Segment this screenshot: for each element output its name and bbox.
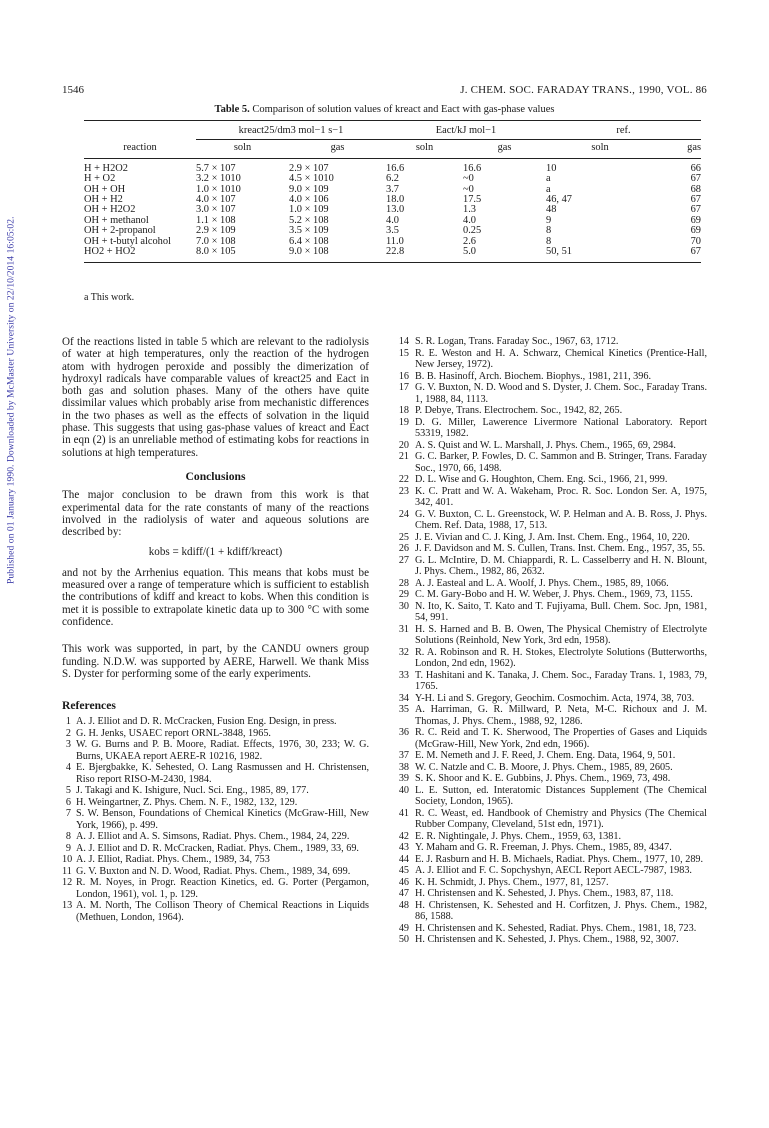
- reference-item: [62, 866, 369, 878]
- conclusions-paragraph: The major conclusion to be drawn from this work is that experimental data for the rate constants of many of the reactions involved in the radiolysis of water and aqueous solutions are described by:: [62, 489, 369, 539]
- reference-number: 44: [398, 853, 409, 865]
- reference-text: B. B. Hasinoff, Arch. Biochem. Biophys., 1981, 211, 396.: [415, 370, 652, 382]
- reference-text: A. J. Elliot and D. R. McCracken, Radiat. Phys. Chem., 1989, 33, 69.: [76, 842, 359, 854]
- reference-number: 1: [65, 716, 71, 728]
- download-watermark: Published on 01 January 1990. Downloaded by McMaster University on 22/10/2014 16:05:02.: [5, 216, 17, 584]
- reference-text: G. V. Buxton, N. D. Wood and S. Dyster, J. Chem. Soc., Faraday Trans. 1, 1988, 84, 1113.: [415, 382, 707, 405]
- table-col-header: gas: [687, 142, 701, 154]
- reference-text: A. J. Elliot and D. R. McCracken, Fusion Eng. Design, in press.: [76, 716, 337, 728]
- reference-number: 6: [65, 796, 71, 808]
- reference-item: [395, 555, 707, 578]
- table-cell: 67: [690, 194, 701, 206]
- reference-number: 5: [65, 785, 71, 797]
- reference-number: 28: [398, 577, 409, 589]
- reference-number: 18: [398, 405, 409, 416]
- table-row: [84, 158, 701, 174]
- reference-number: 29: [398, 589, 409, 600]
- reference-number: 9: [65, 842, 71, 854]
- table-cell: 13.0: [386, 204, 405, 216]
- reference-item: [62, 728, 369, 740]
- reference-item: [395, 624, 707, 647]
- reference-number: 8: [65, 831, 71, 843]
- reference-item: [395, 451, 707, 474]
- reference-item: [395, 773, 707, 785]
- reference-number: 35: [398, 704, 409, 715]
- table-col-header: reaction: [123, 142, 157, 154]
- table-caption-label: Table 5.: [214, 104, 250, 115]
- table-cell: 67: [690, 204, 701, 216]
- reference-text: K. H. Schmidt, J. Phys. Chem., 1977, 81, 1257.: [415, 876, 609, 888]
- table-cell: 4.0 × 106: [289, 194, 329, 206]
- table-cell: a: [546, 183, 551, 195]
- reference-item: [395, 578, 707, 590]
- table-cell: a: [546, 173, 551, 185]
- table-cell: OH + H2: [84, 194, 123, 206]
- table-cell: HO2 + HO2: [84, 246, 136, 258]
- reference-item: [395, 808, 707, 831]
- reference-number: 19: [398, 416, 409, 428]
- journal-header: J. CHEM. SOC. FARADAY TRANS., 1990, VOL. 86: [460, 84, 707, 96]
- table-group-header-ref: ref.: [546, 121, 701, 140]
- table-cell: 16.6: [386, 162, 405, 174]
- reference-number: 11: [62, 865, 72, 877]
- reference-item: [395, 348, 707, 371]
- reference-list-right: [395, 336, 707, 946]
- reference-number: 39: [398, 773, 409, 784]
- table-cell: 4.0: [463, 214, 476, 226]
- reference-text: H. Weingartner, Z. Phys. Chem. N. F., 1982, 132, 129.: [76, 796, 298, 808]
- reference-number: 4: [65, 762, 71, 774]
- reference-item: [395, 405, 707, 417]
- reference-number: 48: [398, 899, 409, 911]
- reference-item: [395, 900, 707, 923]
- reference-text: A. J. Elliot and F. C. Sopchyshyn, AECL Report AECL-7987, 1983.: [415, 865, 692, 876]
- left-column: [62, 336, 369, 923]
- reference-number: 40: [398, 784, 409, 796]
- table-cell: 1.0 × 109: [289, 204, 329, 216]
- reference-list-left: [62, 716, 369, 923]
- reference-number: 24: [398, 508, 409, 520]
- reference-number: 32: [398, 646, 409, 658]
- reference-item: [62, 797, 369, 809]
- table-caption-text: Comparison of solution values of kreact and Eact with gas-phase values: [252, 104, 555, 115]
- table-cell: 6.2: [386, 173, 399, 185]
- reference-number: 43: [398, 842, 409, 853]
- reference-text: H. Christensen and K. Sehested, J. Phys. Chem., 1983, 87, 118.: [415, 888, 674, 899]
- reference-text: W. G. Burns and P. B. Moore, Radiat. Effects, 1976, 30, 233; W. G. Burns, UKAEA report AERE-R 10216, 1982.: [76, 739, 369, 762]
- reference-number: 26: [398, 543, 409, 554]
- reference-text: R. M. Noyes, in Progr. Reaction Kinetics, ed. G. Porter (Pergamon, London, 1961), vol. 1, p. 129.: [76, 877, 369, 900]
- reference-text: P. Debye, Trans. Electrochem. Soc., 1942, 82, 265.: [415, 405, 623, 416]
- reference-item: [395, 371, 707, 383]
- reference-item: [395, 589, 707, 601]
- reference-item: [395, 727, 707, 750]
- table-cell: 9.0 × 109: [289, 183, 329, 195]
- reference-item: [395, 382, 707, 405]
- reference-item: [395, 888, 707, 900]
- table-cell: 70: [690, 235, 701, 247]
- table-col-header: gas: [330, 142, 345, 154]
- reference-text: A. S. Quist and W. L. Marshall, J. Phys. Chem., 1965, 69, 2984.: [415, 439, 676, 451]
- table-footnote: a This work.: [84, 292, 135, 303]
- reference-text: H. Christensen and K. Sehested, J. Phys. Chem., 1988, 92, 3007.: [415, 934, 679, 945]
- reference-item: [395, 854, 707, 866]
- table-cell: 66: [690, 162, 701, 174]
- table-cell: 0.25: [463, 225, 482, 237]
- reference-text: R. C. Weast, ed. Handbook of Chemistry and Physics (The Chemical Rubber Company, Cleveland, 51st edn, 1971).: [415, 807, 707, 830]
- reference-item: [395, 474, 707, 486]
- table-cell: 11.0: [386, 235, 404, 247]
- acknowledgements-paragraph: This work was supported, in part, by the CANDU owners group funding. N.D.W. was supported by AERE, Harwell. We thank Miss S. Dyster for performing some of the early experiments.: [62, 643, 369, 680]
- reference-text: J. F. Davidson and M. S. Cullen, Trans. Inst. Chem. Eng., 1957, 35, 55.: [415, 543, 706, 554]
- reference-item: [395, 417, 707, 440]
- rate-equation: kobs = kdiff/(1 + kdiff/kreact): [148, 546, 283, 559]
- table-cell: 10: [546, 162, 557, 174]
- reference-text: H. Christensen, K. Sehested and H. Corfitzen, J. Phys. Chem., 1982, 86, 1588.: [415, 899, 707, 922]
- reference-text: J. E. Vivian and C. J. King, J. Am. Inst. Chem. Eng., 1964, 10, 220.: [415, 531, 690, 543]
- reference-number: 42: [398, 830, 409, 842]
- reference-item: [395, 543, 707, 555]
- reference-text: E. M. Nemeth and J. F. Reed, J. Chem. Eng. Data, 1964, 9, 501.: [415, 750, 676, 761]
- reference-text: A. J. Easteal and L. A. Woolf, J. Phys. Chem., 1985, 89, 1066.: [415, 577, 669, 589]
- table-cell: 3.5 × 109: [289, 225, 329, 237]
- table-cell: 67: [690, 246, 701, 258]
- reference-text: J. Takagi and K. Ishigure, Nucl. Sci. Eng., 1985, 89, 177.: [76, 785, 309, 797]
- table-cell: 1.3: [463, 204, 476, 216]
- reference-item: [395, 831, 707, 843]
- reference-item: [395, 785, 707, 808]
- reference-item: [62, 808, 369, 831]
- table-col-header: soln: [233, 142, 252, 154]
- reference-text: Y-H. Li and S. Gregory, Geochim. Cosmochim. Acta, 1974, 38, 703.: [415, 692, 695, 704]
- table-cell: 1.0 × 1010: [196, 183, 241, 195]
- table-cell: 8: [546, 235, 552, 247]
- reference-text: R. A. Robinson and R. H. Stokes, Electrolyte Solutions (Butterworths, London, 2nd edn, 1962).: [415, 646, 707, 669]
- table-cell: H + H2O2: [84, 162, 128, 174]
- reference-text: D. L. Wise and G. Houghton, Chem. Eng. Sci., 1966, 21, 999.: [415, 474, 668, 485]
- reference-number: 2: [65, 727, 71, 739]
- reference-item: [395, 647, 707, 670]
- reference-item: [395, 601, 707, 624]
- reference-item: [395, 842, 707, 854]
- table-cell: 3.7: [386, 183, 399, 195]
- reference-number: 33: [398, 669, 409, 681]
- reference-item: [395, 532, 707, 544]
- reference-text: S. R. Logan, Trans. Faraday Soc., 1967, 63, 1712.: [415, 336, 619, 347]
- reference-text: E. Bjergbakke, K. Sehested, O. Lang Rasmussen and H. Christensen, Riso report RISO-M-2430, 1984.: [76, 762, 369, 785]
- table-cell: 22.8: [386, 246, 405, 258]
- arrhenius-paragraph: and not by the Arrhenius equation. This means that kobs must be measured over a range of temperature which is sufficient to establish the contributions of kdiff and kreact to kobs. When this condition is met it is possible to extrapolate kinetic data up to 300 °C with some confidence.: [62, 566, 369, 628]
- reference-item: [395, 336, 707, 348]
- table-col-header: soln: [415, 142, 434, 154]
- reference-number: 45: [398, 865, 409, 876]
- comparison-table: [84, 120, 701, 263]
- reference-number: 21: [398, 451, 409, 462]
- discussion-paragraph: Of the reactions listed in table 5 which are relevant to the radiolysis of water at high temperatures, only the reaction of the hydrogen atom with hydrogen peroxide and possibly the dimerization of hydroxyl radicals have comparable values of kreact25 and Eact in both gas and solution phases. Many of the others have quite dissimilar values which probably arise from mechanistic differences in the two phases as well as the effects of solvation in the liquid phase. This suggests that using gas-phase values of kreact and Eact in eqn (2) is an unreliable method of estimating kobs for reactions in solutions at high temperatures.: [62, 336, 369, 459]
- page-number: 1546: [62, 84, 84, 96]
- table-cell: 69: [690, 225, 701, 237]
- table-cell: OH + 2-propanol: [84, 225, 156, 237]
- table-cell: 69: [690, 214, 701, 226]
- reference-text: A. J. Elliot and A. S. Simsons, Radiat. Phys. Chem., 1984, 24, 229.: [76, 831, 350, 843]
- reference-text: G. V. Buxton and N. D. Wood, Radiat. Phys. Chem., 1989, 34, 699.: [76, 865, 351, 877]
- table-cell: ~0: [463, 173, 474, 185]
- table-cell: 67: [690, 173, 701, 185]
- reference-number: 20: [398, 439, 409, 451]
- reference-text: N. Ito, K. Saito, T. Kato and T. Fujiyama, Bull. Chem. Soc. Jpn, 1981, 54, 991.: [415, 600, 707, 623]
- reference-number: 7: [65, 808, 71, 820]
- reference-text: E. R. Nightingale, J. Phys. Chem., 1959, 63, 1381.: [415, 830, 622, 842]
- reference-text: A. M. North, The Collison Theory of Chemical Reactions in Liquids (Methuen, London, 1964).: [76, 900, 369, 923]
- table-cell: 18.0: [386, 194, 405, 206]
- table-cell: 9.0 × 108: [289, 246, 329, 258]
- reference-text: G. L. McIntire, D. M. Chiappardi, R. L. Casselberry and H. N. Blount, J. Phys. Chem., 1982, 86, 2632.: [415, 554, 707, 577]
- table-cell: 2.6: [463, 235, 476, 247]
- table-caption: [0, 104, 769, 115]
- table-cell: OH + methanol: [84, 214, 149, 226]
- table-col-header: soln: [591, 142, 609, 154]
- table-cell: 3.5: [386, 225, 399, 237]
- table-row: [84, 247, 701, 263]
- table-cell: 4.5 × 1010: [289, 173, 334, 185]
- table-group-header-e: Eact/kJ mol−1: [386, 121, 546, 140]
- reference-number: 10: [62, 854, 73, 866]
- table-cell: 2.9 × 109: [196, 225, 236, 237]
- reference-number: 23: [398, 485, 409, 497]
- table-cell: 17.5: [463, 194, 482, 206]
- reference-number: 37: [398, 750, 409, 761]
- reference-text: Y. Maham and G. R. Freeman, J. Phys. Chem., 1985, 89, 4347.: [415, 842, 672, 853]
- reference-item: [62, 739, 369, 762]
- table-cell: 16.6: [463, 162, 482, 174]
- reference-text: A. J. Elliot, Radiat. Phys. Chem., 1989, 34, 753: [76, 854, 270, 866]
- reference-item: [395, 750, 707, 762]
- reference-text: H. S. Harned and B. B. Owen, The Physical Chemistry of Electrolyte Solutions (Reinhold, New York, 3rd edn, 1958).: [415, 623, 707, 646]
- reference-text: K. C. Pratt and W. A. Wakeham, Proc. R. Soc. London Ser. A, 1975, 342, 401.: [415, 485, 707, 508]
- reference-number: 13: [62, 900, 73, 912]
- table-cell: 9: [546, 214, 552, 226]
- table-cell: OH + OH: [84, 183, 126, 195]
- reference-item: [395, 704, 707, 727]
- reference-item: [395, 934, 707, 946]
- reference-text: T. Hashitani and K. Tanaka, J. Chem. Soc., Faraday Trans. 1, 1983, 79, 1765.: [415, 669, 707, 692]
- conclusions-heading: Conclusions: [185, 469, 246, 483]
- reference-text: L. E. Sutton, ed. Interatomic Distances Supplement (The Chemical Society, London, 1965).: [415, 784, 707, 807]
- references-heading: References: [62, 699, 116, 713]
- table-cell: 8: [546, 225, 552, 237]
- reference-number: 25: [398, 531, 409, 543]
- table-cell: 5.7 × 107: [196, 162, 236, 174]
- reference-number: 3: [65, 739, 71, 751]
- reference-number: 49: [398, 922, 409, 934]
- reference-number: 50: [398, 934, 409, 945]
- reference-item: [395, 486, 707, 509]
- reference-text: H. Christensen and K. Sehested, Radiat. Phys. Chem., 1981, 18, 723.: [415, 922, 697, 934]
- table-cell: 3.0 × 107: [196, 204, 236, 216]
- reference-text: D. G. Miller, Lawerence Livermore National Laboratory. Report 53319, 1982.: [415, 416, 707, 439]
- table-cell: 5.0: [463, 246, 476, 258]
- table-cell: 48: [546, 204, 557, 216]
- table-cell: 50, 51: [546, 246, 572, 258]
- reference-item: [62, 900, 369, 923]
- reference-number: 12: [62, 877, 73, 889]
- reference-item: [395, 923, 707, 935]
- table-cell: OH + H2O2: [84, 204, 136, 216]
- table-cell: 2.9 × 107: [289, 162, 329, 174]
- reference-text: G. V. Buxton, C. L. Greenstock, W. P. Helman and A. B. Ross, J. Phys. Chem. Ref. Data, 1988, 17, 513.: [415, 508, 707, 531]
- table-cell: 8.0 × 105: [196, 246, 236, 258]
- reference-item: [395, 693, 707, 705]
- reference-item: [62, 785, 369, 797]
- reference-text: S. K. Shoor and K. E. Gubbins, J. Phys. Chem., 1969, 73, 498.: [415, 773, 671, 784]
- table-cell: 4.0: [386, 214, 399, 226]
- reference-number: 36: [398, 727, 409, 738]
- reference-item: [395, 509, 707, 532]
- reference-number: 46: [398, 876, 409, 888]
- reference-item: [395, 762, 707, 774]
- reference-number: 30: [398, 600, 409, 612]
- reference-text: A. Harriman, G. R. Millward, P. Neta, M-C. Richoux and J. M. Thomas, J. Phys. Chem., 1988, 92, 1286.: [415, 704, 707, 727]
- reference-number: 22: [398, 474, 409, 485]
- reference-text: S. W. Benson, Foundations of Chemical Kinetics (McGraw-Hill, New York, 1966), p. 499.: [76, 808, 369, 831]
- reference-text: R. C. Reid and T. K. Sherwood, The Properties of Gases and Liquids (McGraw-Hill, New York, 2nd edn, 1966).: [415, 727, 707, 750]
- reference-number: 41: [398, 807, 409, 819]
- reference-item: [62, 854, 369, 866]
- table-cell: H + O2: [84, 173, 116, 185]
- reference-number: 14: [398, 336, 409, 347]
- table-cell: 3.2 × 1010: [196, 173, 241, 185]
- reference-text: C. M. Gary-Bobo and H. W. Weber, J. Phys. Chem., 1969, 73, 1155.: [415, 589, 693, 600]
- reference-text: E. J. Rasburn and H. B. Michaels, Radiat. Phys. Chem., 1977, 10, 289.: [415, 853, 704, 865]
- table-cell: 46, 47: [546, 194, 572, 206]
- reference-item: [395, 877, 707, 889]
- reference-number: 16: [398, 370, 409, 382]
- reference-number: 38: [398, 761, 409, 773]
- reference-number: 15: [398, 347, 409, 359]
- table-cell: 4.0 × 107: [196, 194, 236, 206]
- table-cell: 5.2 × 108: [289, 214, 329, 226]
- table-col-header: gas: [497, 142, 512, 154]
- table-cell: 6.4 × 108: [289, 235, 329, 247]
- table-header-blank: [84, 121, 196, 140]
- reference-text: R. E. Weston and H. A. Schwarz, Chemical Kinetics (Prentice-Hall, New Jersey, 1972).: [415, 347, 707, 370]
- reference-number: 27: [398, 554, 409, 566]
- table-group-header-k: kreact25/dm3 mol−1 s−1: [196, 121, 386, 140]
- table-cell: 68: [690, 183, 701, 195]
- reference-item: [62, 843, 369, 855]
- reference-text: G. H. Jenks, USAEC report ORNL-3848, 1965.: [76, 727, 271, 739]
- table-cell: OH + t-butyl alcohol: [84, 235, 171, 247]
- reference-number: 31: [398, 623, 409, 635]
- reference-number: 17: [398, 382, 409, 393]
- table-cell: 1.1 × 108: [196, 214, 236, 226]
- reference-item: [62, 716, 369, 728]
- table-cell: 7.0 × 108: [196, 235, 236, 247]
- reference-item: [395, 865, 707, 877]
- table-cell: ~0: [463, 183, 474, 195]
- reference-text: G. C. Barker, P. Fowles, D. C. Sammon and B. Stringer, Trans. Faraday Soc., 1970, 66, 1498.: [415, 451, 707, 474]
- reference-item: [62, 762, 369, 785]
- reference-number: 47: [398, 888, 409, 899]
- reference-item: [62, 877, 369, 900]
- reference-item: [395, 670, 707, 693]
- reference-item: [62, 831, 369, 843]
- reference-number: 34: [398, 692, 409, 704]
- reference-text: W. C. Natzle and C. B. Moore, J. Phys. Chem., 1985, 89, 2605.: [415, 761, 673, 773]
- reference-item: [395, 440, 707, 452]
